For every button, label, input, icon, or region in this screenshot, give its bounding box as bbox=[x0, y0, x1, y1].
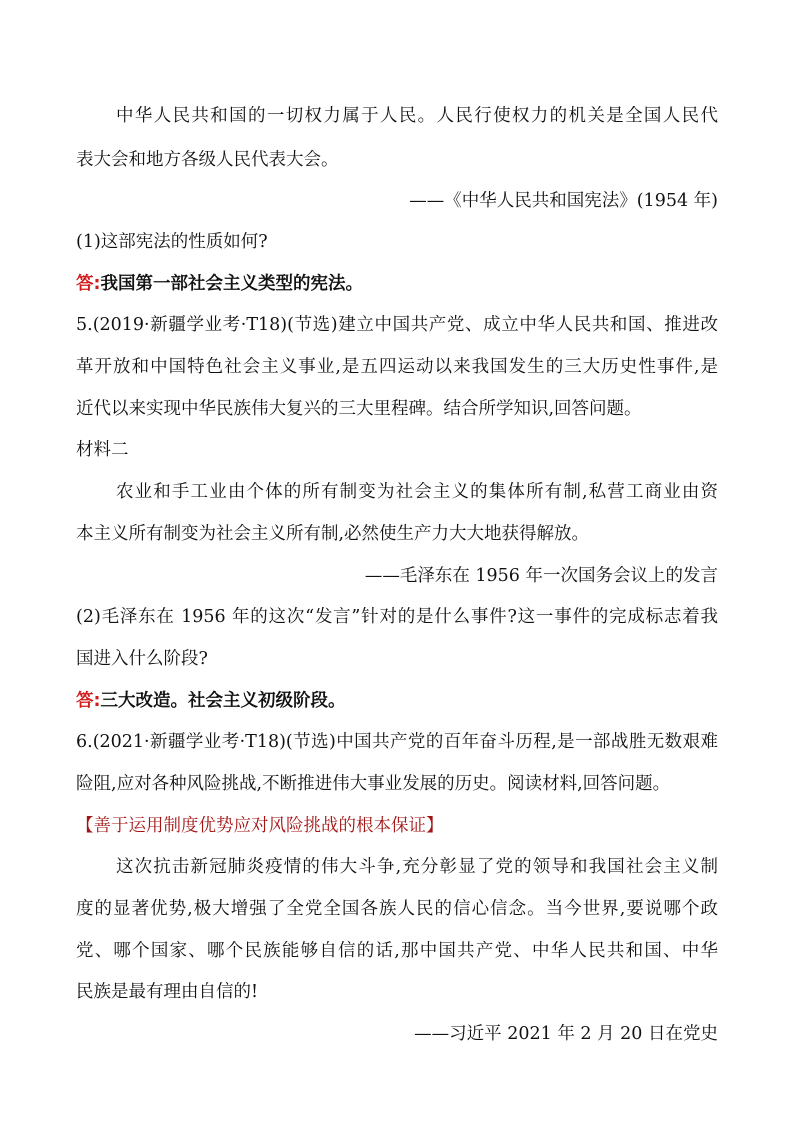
q6-source: ——习近平 2021 年 2 月 20 日在党史 bbox=[414, 1024, 718, 1044]
q6-para-line1: 这次抗击新冠肺炎疫情的伟大斗争,充分彰显了党的领导和我国社会主义制 bbox=[116, 857, 718, 877]
q1-question: (1)这部宪法的性质如何? bbox=[76, 232, 268, 252]
q5-question-line1: (2)毛泽东在 1956 年的这次“发言”针对的是什么事件?这一事件的完成标志着我 bbox=[76, 607, 718, 627]
answer-label: 答: bbox=[76, 274, 101, 294]
q5-line2: 革开放和中国特色社会主义事业,是五四运动以来我国发生的三大历史性事件,是 bbox=[76, 357, 718, 377]
q6-line1: 6.(2021·新疆学业考·T18)(节选)中国共产党的百年奋斗历程,是一部战胜无数艰难 bbox=[76, 732, 718, 752]
answer-label: 答: bbox=[76, 691, 101, 711]
material-source: ——毛泽东在 1956 年一次国务会议上的发言 bbox=[364, 566, 718, 586]
quote1-line2: 表大会和地方各级人民代表大会。 bbox=[76, 150, 339, 170]
q5-line1: 5.(2019·新疆学业考·T18)(节选)建立中国共产党、成立中华人民共和国、推进改 bbox=[76, 315, 718, 335]
q6-line2: 险阻,应对各种风险挑战,不断推进伟大事业发展的历史。阅读材料,回答问题。 bbox=[76, 774, 671, 794]
material-line1: 农业和手工业由个体的所有制变为社会主义的集体所有制,私营工商业由资 bbox=[116, 482, 718, 502]
material-line2: 本主义所有制变为社会主义所有制,必然使生产力大大地获得解放。 bbox=[76, 524, 590, 544]
q6-para-line2: 度的显著优势,极大增强了全党全国各族人民的信心信念。当今世界,要说哪个政 bbox=[76, 899, 718, 919]
material-label: 材料二 bbox=[76, 440, 129, 460]
theme-heading: 【善于运用制度优势应对风险挑战的根本保证】 bbox=[76, 816, 444, 836]
q1-answer bbox=[76, 269, 718, 299]
q6-para-line3: 党、哪个国家、哪个民族能够自信的话,那中国共产党、中华人民共和国、中华 bbox=[76, 941, 718, 961]
quote1-source: ——《中华人民共和国宪法》(1954 年) bbox=[409, 191, 718, 211]
answer-text: 我国第一部社会主义类型的宪法。 bbox=[100, 274, 363, 294]
q5-answer bbox=[76, 686, 718, 716]
q5-question-line2: 国进入什么阶段? bbox=[76, 649, 208, 669]
quote1-line1: 中华人民共和国的一切权力属于人民。人民行使权力的机关是全国人民代 bbox=[116, 106, 718, 126]
answer-text: 三大改造。社会主义初级阶段。 bbox=[100, 691, 346, 711]
q5-line3: 近代以来实现中华民族伟大复兴的三大里程碑。结合所学知识,回答问题。 bbox=[76, 399, 642, 419]
q6-para-line4: 民族是最有理由自信的! bbox=[76, 982, 259, 1002]
